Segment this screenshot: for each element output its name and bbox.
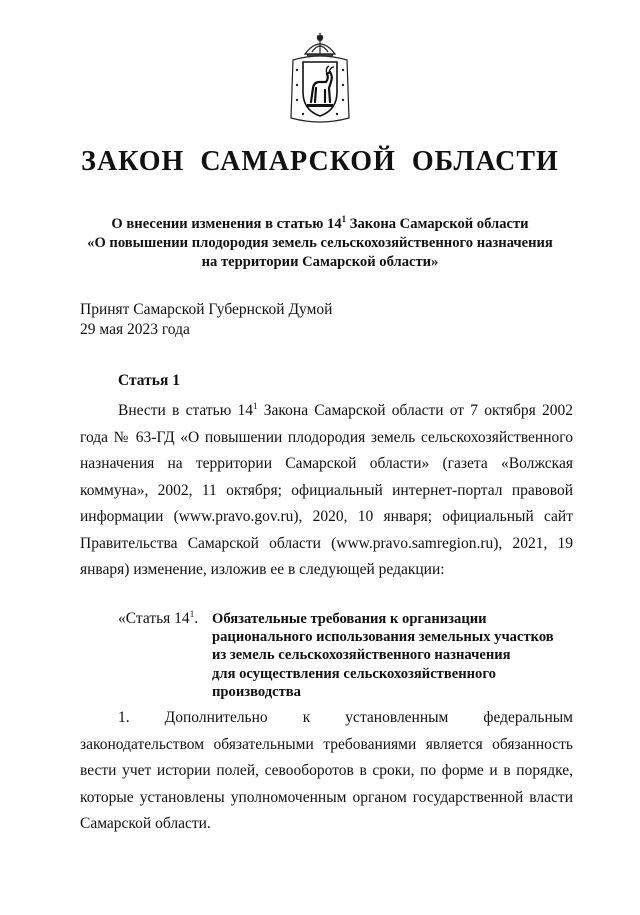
point-1-text: 1. Дополнительно к установленным федеральным законодательством обязательными требованиями является обязанность вести учет истории полей, севооборотов в сроки, по форме и в порядке, которые установлены уполномоченным органом государственной власти Самарской области. bbox=[80, 709, 573, 832]
new-article-name-line: производства bbox=[212, 683, 301, 700]
adoption-info bbox=[80, 300, 560, 340]
article-1-text: Внести в статью $14^1$ Закона Самарской области от 7 октября 2002 года № 63-ГД «О повышении плодородия земель сельскохозяйственного назначения на территории Самарской области» (газета «Волжская коммуна», 2002, 11 октября; официальный интернет-портал правовой информации (www.pravo.gov.ru), 2020, 10 января; официальный сайт Правительства Самарской области (www.pravo.samregion.ru), 2021, 19 января) изменение, изложив ее в следующей редакции: bbox=[80, 401, 573, 578]
adoption-date: 29 мая 2023 года bbox=[80, 321, 190, 338]
new-article-name-line: из земель сельскохозяйственного назначения bbox=[212, 647, 511, 664]
new-article-name bbox=[212, 610, 584, 701]
law-subtitle bbox=[70, 215, 570, 272]
new-article-name-line: рационального использования земельных участков bbox=[212, 629, 554, 646]
subtitle-line-2: «О повышении плодородия земель сельскохозяйственного назначения bbox=[87, 235, 553, 251]
new-article-name-line: для осуществления сельскохозяйственного bbox=[212, 665, 496, 682]
subtitle-line-1: О внесении изменения в статью $14^1$ Закона Самарской области bbox=[111, 214, 529, 232]
coat-of-arms-icon bbox=[283, 30, 357, 126]
law-title: ЗАКОН САМАРСКОЙ ОБЛАСТИ bbox=[81, 146, 559, 177]
article-1-heading: Статья 1 bbox=[118, 372, 180, 389]
adopted-by: Принят Самарской Губернской Думой bbox=[80, 301, 333, 318]
new-article-name-line: Обязательные требования к организации bbox=[212, 611, 487, 627]
new-article-label: «Статья $14^1$. bbox=[118, 609, 199, 627]
subtitle-line-3: на территории Самарской области» bbox=[201, 254, 439, 270]
